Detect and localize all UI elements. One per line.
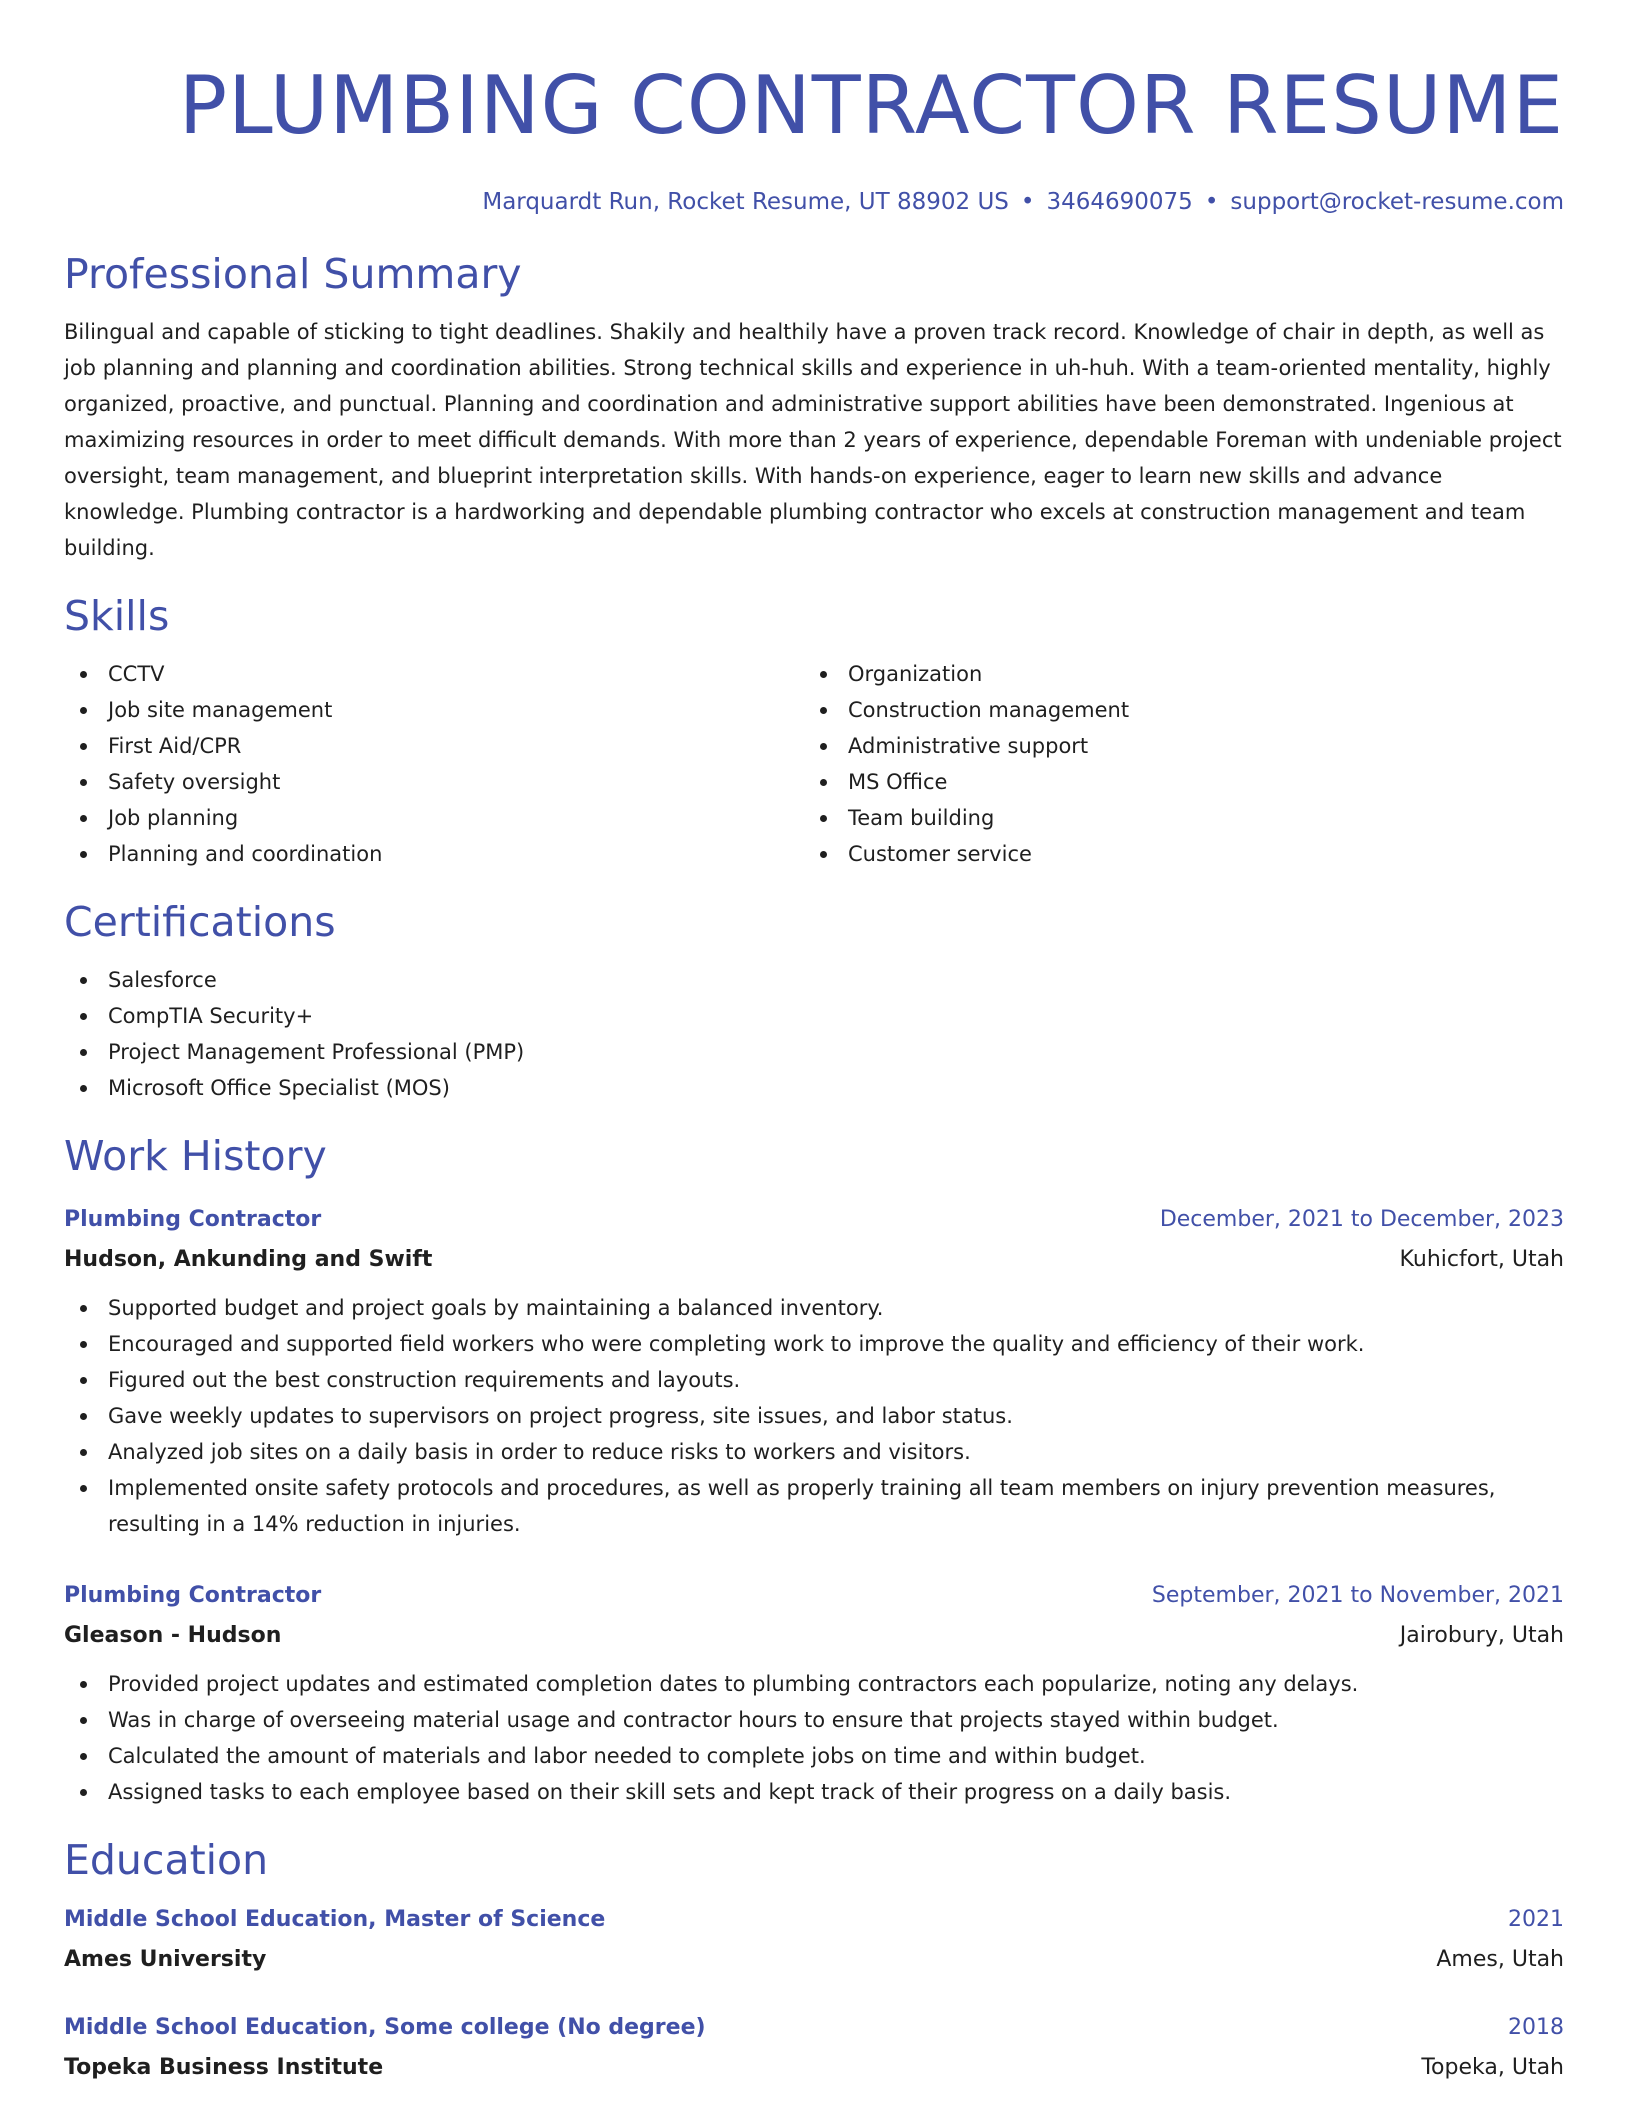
job-header bbox=[64, 1200, 1564, 1240]
skill-text: Job site management bbox=[108, 698, 333, 722]
job-duty-text: Encouraged and supported field workers who were completing work to improve the quality and efficiency of their work. bbox=[108, 1332, 1365, 1356]
job-entry bbox=[64, 1200, 1564, 1542]
bullet-icon bbox=[820, 779, 827, 786]
education-location: Ames, Utah bbox=[1436, 1947, 1564, 1972]
bullet-icon bbox=[820, 743, 827, 750]
bullet-icon bbox=[80, 1049, 87, 1056]
job-duty-item bbox=[64, 1326, 1564, 1362]
skill-text: Customer service bbox=[848, 842, 1032, 866]
education-header bbox=[64, 2008, 1564, 2048]
skills-section bbox=[64, 590, 1564, 872]
skill-item bbox=[804, 836, 1544, 872]
job-duty-item bbox=[64, 1290, 1564, 1326]
certification-text: CompTIA Security+ bbox=[108, 1004, 314, 1028]
contact-address: Marquardt Run, Rocket Resume, UT 88902 US bbox=[482, 189, 1009, 215]
contact-phone[interactable]: 3464690075 bbox=[1046, 189, 1193, 215]
education-location: Topeka, Utah bbox=[1421, 2055, 1564, 2080]
job-subheader bbox=[64, 1616, 1564, 1656]
job-duty-item bbox=[64, 1398, 1564, 1434]
bullet-icon bbox=[820, 815, 827, 822]
skill-item bbox=[64, 728, 804, 764]
skill-item bbox=[64, 692, 804, 728]
skills-list-right bbox=[804, 656, 1544, 872]
bullet-icon bbox=[80, 743, 87, 750]
job-duty-item bbox=[64, 1738, 1564, 1774]
job-duty-text: Figured out the best construction requirements and layouts. bbox=[108, 1368, 741, 1392]
bullet-icon bbox=[820, 707, 827, 714]
skill-item bbox=[64, 800, 804, 836]
job-title: Plumbing Contractor bbox=[64, 1207, 322, 1232]
skills-heading: Skills bbox=[64, 592, 170, 640]
job-dates: September, 2021 to November, 2021 bbox=[1151, 1583, 1564, 1608]
bullet-icon bbox=[80, 1305, 87, 1312]
education-entry bbox=[64, 2008, 1564, 2088]
certification-text: Project Management Professional (PMP) bbox=[108, 1040, 525, 1064]
summary-text: Bilingual and capable of sticking to tight deadlines. Shakily and healthily have a proven track record. Knowledge of chair in depth, as well as job planning and planning and coordination abilities. Strong technical skills and experience in uh-huh. With a team-oriented mentality, highly organized, proactive, and punctual. Planning and coordination and administrative support abilities have been demonstrated. Ingenious at maximizing resources in order to meet difficult demands. With more than 2 years of experience, dependable Foreman with undeniable project oversight, team management, and blueprint interpretation skills. With hands-on experience, eager to learn new skills and advance knowledge. Plumbing contractor is a hardworking and dependable plumbing contractor who excels at construction management and team building. bbox=[64, 320, 1562, 560]
bullet-icon bbox=[820, 671, 827, 678]
skill-text: MS Office bbox=[848, 770, 948, 794]
bullet-icon bbox=[80, 1085, 87, 1092]
contact-line bbox=[64, 186, 1564, 218]
skill-text: Planning and coordination bbox=[108, 842, 383, 866]
education-heading: Education bbox=[64, 1836, 269, 1884]
bullet-icon bbox=[80, 1341, 87, 1348]
skill-item bbox=[64, 656, 804, 692]
education-subheader bbox=[64, 1940, 1564, 1980]
job-duty-item bbox=[64, 1774, 1564, 1810]
education-school: Topeka Business Institute bbox=[64, 2055, 384, 2080]
skill-text: Safety oversight bbox=[108, 770, 281, 794]
job-duty-text: Assigned tasks to each employee based on their skill sets and kept track of their progress on a daily basis. bbox=[108, 1780, 1232, 1804]
skill-item bbox=[804, 800, 1544, 836]
job-location: Jairobury, Utah bbox=[1399, 1623, 1564, 1648]
skill-text: Construction management bbox=[848, 698, 1130, 722]
certifications-list bbox=[64, 962, 1564, 1106]
education-header bbox=[64, 1900, 1564, 1940]
skill-item bbox=[804, 728, 1544, 764]
certification-item bbox=[64, 1070, 1564, 1106]
job-duty-text: Analyzed job sites on a daily basis in order to reduce risks to workers and visitors. bbox=[108, 1440, 971, 1464]
bullet-icon bbox=[80, 1753, 87, 1760]
job-duties-list bbox=[64, 1290, 1564, 1542]
bullet-icon bbox=[80, 1013, 87, 1020]
skill-item bbox=[804, 656, 1544, 692]
job-employer: Hudson, Ankunding and Swift bbox=[64, 1247, 433, 1272]
job-duty-text: Supported budget and project goals by maintaining a balanced inventory. bbox=[108, 1296, 884, 1320]
bullet-icon bbox=[80, 1681, 87, 1688]
skill-item bbox=[804, 692, 1544, 728]
contact-separator: • bbox=[1020, 189, 1035, 215]
job-entry bbox=[64, 1576, 1564, 1810]
job-dates: December, 2021 to December, 2023 bbox=[1159, 1207, 1564, 1232]
bullet-icon bbox=[820, 851, 827, 858]
education-entry bbox=[64, 1900, 1564, 1980]
job-title: Plumbing Contractor bbox=[64, 1583, 322, 1608]
job-subheader bbox=[64, 1240, 1564, 1280]
skill-item bbox=[804, 764, 1544, 800]
job-duty-item bbox=[64, 1434, 1564, 1470]
education-year: 2021 bbox=[1508, 1907, 1564, 1932]
bullet-icon bbox=[80, 851, 87, 858]
bullet-icon bbox=[80, 1449, 87, 1456]
certification-item bbox=[64, 962, 1564, 998]
skill-text: Team building bbox=[848, 806, 995, 830]
education-degree: Middle School Education, Some college (No degree) bbox=[64, 2015, 706, 2040]
certification-item bbox=[64, 998, 1564, 1034]
certification-text: Salesforce bbox=[108, 968, 217, 992]
skill-text: CCTV bbox=[108, 662, 165, 686]
contact-separator: • bbox=[1204, 189, 1219, 215]
bullet-icon bbox=[80, 1789, 87, 1796]
bullet-icon bbox=[80, 671, 87, 678]
work-history-heading: Work History bbox=[64, 1132, 327, 1180]
bullet-icon bbox=[80, 977, 87, 984]
skills-list-left bbox=[64, 656, 804, 872]
job-duty-text: Gave weekly updates to supervisors on project progress, site issues, and labor status. bbox=[108, 1404, 1013, 1428]
certifications-heading: Certifications bbox=[64, 898, 336, 946]
job-duties-list bbox=[64, 1666, 1564, 1810]
job-duty-text: Was in charge of overseeing material usage and contractor hours to ensure that projects stayed within budget. bbox=[108, 1708, 1279, 1732]
job-duty-item bbox=[64, 1702, 1564, 1738]
job-location: Kuhicfort, Utah bbox=[1399, 1247, 1564, 1272]
bullet-icon bbox=[80, 1485, 87, 1492]
skill-item bbox=[64, 836, 804, 872]
bullet-icon bbox=[80, 779, 87, 786]
bullet-icon bbox=[80, 1413, 87, 1420]
bullet-icon bbox=[80, 815, 87, 822]
job-duty-text: Provided project updates and estimated completion dates to plumbing contractors each popularize, noting any delays. bbox=[108, 1672, 1359, 1696]
bullet-icon bbox=[80, 1377, 87, 1384]
job-duty-text: Implemented onsite safety protocols and procedures, as well as properly training all team members on injury prevention measures, resulting in a 14% reduction in injuries. bbox=[108, 1476, 1496, 1536]
job-employer: Gleason - Hudson bbox=[64, 1623, 282, 1648]
certifications-section bbox=[64, 896, 1564, 1106]
summary-heading: Professional Summary bbox=[64, 250, 522, 298]
skill-text: Job planning bbox=[108, 806, 239, 830]
education-subheader bbox=[64, 2048, 1564, 2088]
job-duty-text: Calculated the amount of materials and labor needed to complete jobs on time and within budget. bbox=[108, 1744, 1146, 1768]
skill-text: Administrative support bbox=[848, 734, 1089, 758]
certification-item bbox=[64, 1034, 1564, 1070]
job-duty-item bbox=[64, 1666, 1564, 1702]
job-header bbox=[64, 1576, 1564, 1616]
job-duty-item bbox=[64, 1470, 1564, 1542]
skill-text: Organization bbox=[848, 662, 983, 686]
bullet-icon bbox=[80, 707, 87, 714]
education-year: 2018 bbox=[1508, 2015, 1564, 2040]
contact-email[interactable]: support@rocket-resume.com bbox=[1230, 189, 1564, 215]
skill-item bbox=[64, 764, 804, 800]
education-degree: Middle School Education, Master of Science bbox=[64, 1907, 606, 1932]
resume-title: PLUMBING CONTRACTOR RESUME bbox=[178, 59, 1564, 152]
bullet-icon bbox=[80, 1717, 87, 1724]
job-duty-item bbox=[64, 1362, 1564, 1398]
certification-text: Microsoft Office Specialist (MOS) bbox=[108, 1076, 450, 1100]
skills-columns bbox=[64, 642, 1564, 872]
skill-text: First Aid/CPR bbox=[108, 734, 242, 758]
education-school: Ames University bbox=[64, 1947, 267, 1972]
work-history-section bbox=[64, 1130, 1564, 1810]
education-section bbox=[64, 1834, 1564, 2088]
